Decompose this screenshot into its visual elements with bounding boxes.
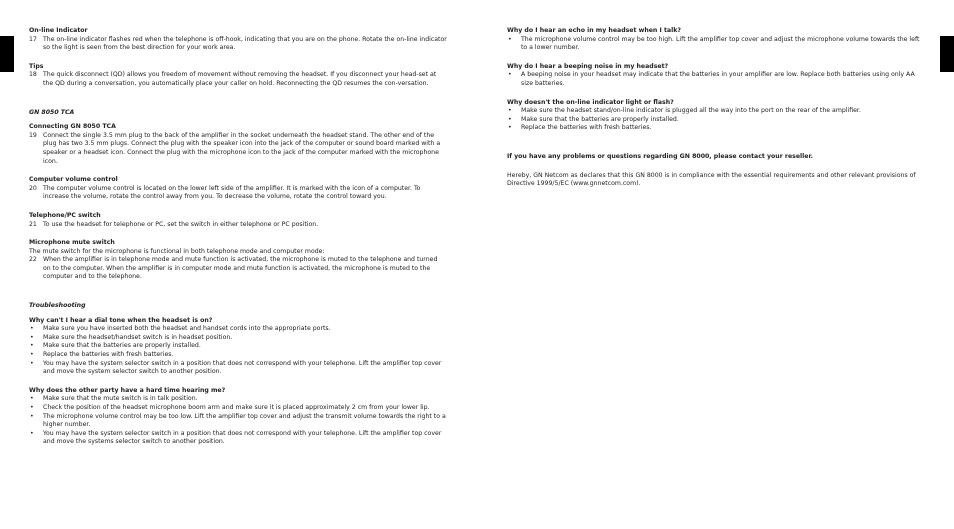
step-text: The on-line indicator flashes red when the telephone is off-hook, indicating that you are on the phone. Rotate the on-line indicator so the light is seen from the best direction for your work area.: [43, 35, 447, 52]
volume-heading: Computer volume control: [29, 176, 118, 184]
bullet-icon: •: [30, 333, 34, 341]
bullet-icon: •: [508, 124, 512, 132]
bullet-icon: •: [508, 115, 512, 123]
bullet-icon: •: [30, 351, 34, 359]
dialtone-list: [29, 325, 447, 377]
list-item: • Make sure that the mute switch is in talk position.: [30, 395, 198, 403]
instruction-18: [29, 71, 447, 88]
bullet-icon: •: [508, 71, 512, 79]
bullet-icon: •: [30, 429, 34, 437]
left-column: [29, 27, 447, 447]
list-item: • You may have the system selector switch in a position that does not correspond with your telephone. Lift the amplifier top cover and move the system selector switch to another position.: [30, 359, 442, 376]
instruction-19: [29, 132, 447, 166]
online-indicator-heading: On-line Indicator: [29, 27, 88, 34]
bullet-icon: •: [30, 325, 34, 333]
list-item: • You may have the system selector switch in a position that does not correspond with your telephone. Lift the amplifier top cover and move the systems selector switch to another position.: [30, 429, 442, 446]
step-number: 21: [29, 220, 37, 228]
echo-heading: Why do I hear an echo in my headset when I talk?: [507, 27, 681, 34]
step-number: 20: [29, 184, 37, 192]
list-item: • The microphone volume control may be too high. Lift the amplifier top cover and adjust the microphone volume towards the left to a lower number.: [508, 35, 920, 52]
flash-heading: Why doesn't the on-line indicator light or flash?: [507, 98, 674, 106]
mute-heading: Microphone mute switch: [29, 239, 115, 247]
list-item: • A beeping noise in your headset may indicate that the batteries in your amplifier are low. Replace both batteries using only AA size batteries.: [508, 71, 915, 87]
page-edge-tab-left: [0, 36, 14, 72]
step-text: The quick disconnect (QD) allows you freedom of movement without removing the headset. If you disconnect your head-set at the QD during a conversation, you automatically place your caller on hold. Reconnecting the QD resumes the con-versation.: [43, 71, 437, 87]
step-text: When the amplifier is in telephone mode and mute function is activated, the microphone is muted to the telephone and turned on to the computer. When the amplifier is in computer mode and mute function is activated, the microphone is muted to the computer and to the telephone.: [43, 256, 438, 281]
instruction-22: [29, 256, 447, 282]
bullet-icon: •: [30, 404, 34, 411]
bullet-icon: •: [30, 359, 34, 367]
list-item: • Make sure that the batteries are properly installed.: [508, 115, 679, 123]
instruction-21: [29, 221, 447, 230]
list-item: • The microphone volume control may be too low. Lift the amplifier top cover and adjust the transmit volume towards the right to a higher number.: [30, 412, 446, 429]
noise-heading: Why do I hear a beeping noise in my headset?: [507, 62, 669, 70]
declaration-text: Hereby, GN Netcom as declares that this GN 8000 is in compliance with the essential requirements and other relevant provisions of Directive 1999/5/EC (www.gnnetcom.com).: [507, 171, 916, 188]
bullet-icon: •: [30, 412, 34, 420]
bullet-icon: •: [508, 107, 512, 115]
step-number: 19: [29, 131, 37, 139]
right-column: [507, 27, 925, 189]
contact-note: If you have any problems or questions regarding GN 8000, please contact your reseller.: [507, 152, 813, 160]
list-item: • Make sure the headset stand/on-line indicator is plugged all the way into the port on the rear of the amplifier.: [508, 107, 861, 115]
switch-heading: Telephone/PC switch: [29, 211, 101, 219]
list-item: • Make sure that the batteries are properly installed.: [30, 342, 201, 350]
dialtone-heading: Why can't I hear a dial tone when the headset is on?: [29, 316, 213, 324]
list-item: • Check the position of the headset microphone boom arm and make sure it is placed approximately 2 cm from your lower lip.: [30, 404, 430, 411]
instruction-17: [29, 36, 447, 53]
list-item: • Replace the batteries with fresh batteries.: [508, 124, 652, 132]
otherparty-list: [29, 395, 447, 447]
otherparty-heading: Why does the other party have a hard time hearing me?: [29, 386, 226, 394]
step-number: 18: [29, 71, 37, 79]
bullet-icon: •: [30, 395, 34, 403]
bullet-icon: •: [30, 342, 34, 350]
troubleshooting-title: Troubleshooting: [29, 302, 86, 310]
bullet-icon: •: [508, 35, 512, 43]
list-item: • Make sure you have inserted both the headset and handset cords into the appropriate ports.: [30, 325, 331, 333]
gn8050-section-title: GN 8050 TCA: [29, 108, 75, 116]
step-text: The computer volume control is located on the lower left side of the amplifier. It is marked with the icon of a computer. To increase the volume, rotate the control away from you. To decrease the volume, rotate the control toward you.: [43, 184, 421, 201]
instruction-20: [29, 185, 447, 202]
step-number: 17: [29, 35, 37, 43]
step-text: Connect the single 3.5 mm plug to the back of the amplifier in the socket underneath the headset stand. The other end of the plug has two 3.5 mm plugs. Connect the plug with the speaker icon into the jack of the computer or sound board marked with a speaker or a headset icon. Connect the plug with the microphone icon to the jack of the computer marked with the microphone icon.: [43, 131, 441, 165]
list-item: • Make sure the headset/handset switch is in headset position.: [30, 333, 233, 341]
page-edge-tab-right: [940, 36, 954, 72]
list-item: • Replace the batteries with fresh batteries.: [30, 351, 174, 359]
step-text: To use the headset for telephone or PC, set the switch in either telephone or PC position.: [43, 220, 319, 228]
step-number: 22: [29, 256, 37, 264]
mute-intro: The mute switch for the microphone is functional in both telephone mode and computer mode:: [29, 247, 325, 255]
tips-heading: Tips: [29, 62, 44, 70]
connecting-heading: Connecting GN 8050 TCA: [29, 123, 116, 131]
